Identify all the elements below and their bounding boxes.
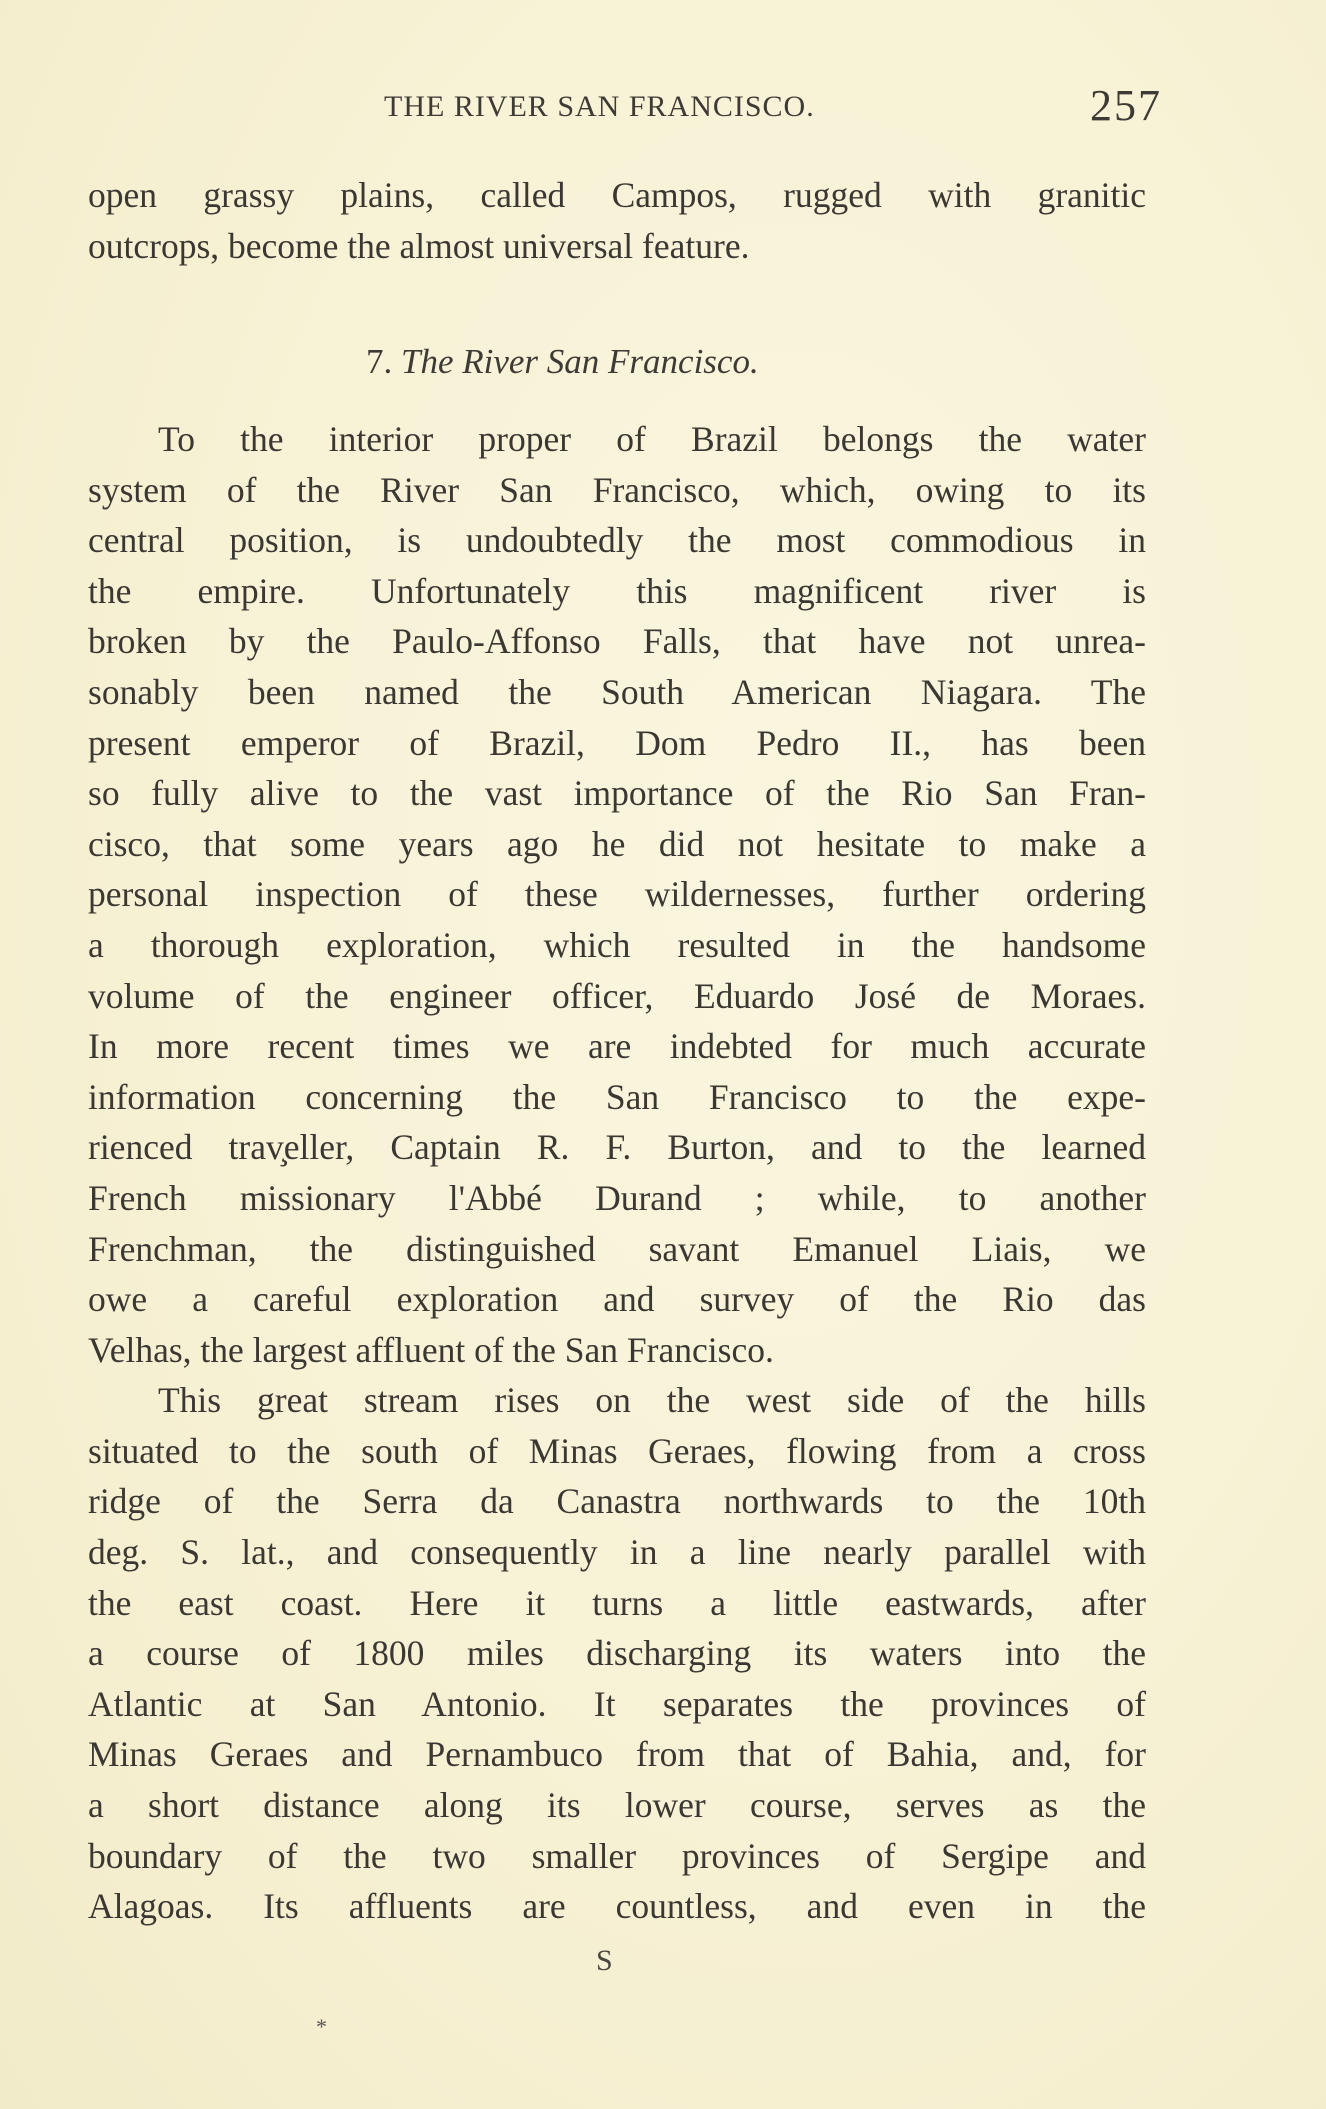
text-line: boundary of the two smaller provinces of Sergipe and [88, 1835, 1146, 1876]
text-line: broken by the Paulo-Affonso Falls, that have not unrea- [88, 621, 1146, 662]
text-line: so fully alive to the vast importance of the Rio San Fran- [88, 773, 1146, 814]
text-line: rienced trav̧eller, Captain R. F. Burton, and to the learned [88, 1127, 1146, 1168]
main-text [88, 414, 1146, 1932]
page-number: 257 [1090, 81, 1162, 130]
text-line: system of the River San Francisco, which, owing to its [88, 469, 1146, 510]
text-line: owe a careful exploration and survey of the Rio das [88, 1279, 1146, 1320]
text-line: French missionary l'Abbé Durand ; while, to another [88, 1177, 1146, 1218]
text-line: Frenchman, the distinguished savant Emanuel Liais, we [88, 1228, 1146, 1269]
section-number: 7. [366, 342, 393, 381]
ink-speck: * [316, 2014, 327, 2039]
section-title: The River San Francisco. [401, 342, 759, 381]
text-line: Atlantic at San Antonio. It separates the provinces of [88, 1683, 1146, 1724]
text-line: sonably been named the South American Niagara. The [88, 671, 1146, 712]
text-line: Alagoas. Its affluents are countless, and even in the [88, 1886, 1146, 1927]
text-line: situated to the south of Minas Geraes, flowing from a cross [88, 1430, 1146, 1471]
text-line: the empire. Unfortunately this magnificent river is [88, 570, 1146, 611]
running-head [88, 80, 1162, 140]
text-line: Velhas, the largest affluent of the San Francisco. [88, 1329, 774, 1370]
text-line: present emperor of Brazil, Dom Pedro II., has been [88, 722, 1146, 763]
text-line: central position, is undoubtedly the most commodious in [88, 520, 1146, 561]
text-line: ridge of the Serra da Canastra northwards to the 10th [88, 1481, 1146, 1522]
text-line: deg. S. lat., and consequently in a line nearly parallel with [88, 1532, 1146, 1573]
text-line: personal inspection of these wildernesses, further ordering [88, 874, 1146, 915]
text-line: cisco, that some years ago he did not hesitate to make a [88, 823, 1146, 864]
text-line: the east coast. Here it turns a little eastwards, after [88, 1582, 1146, 1623]
text-line: This great stream rises on the west side of the hills [158, 1380, 1146, 1421]
text-line: Minas Geraes and Pernambuco from that of Bahia, and, for [88, 1734, 1146, 1775]
text-line: a course of 1800 miles discharging its waters into the [88, 1633, 1146, 1674]
section-heading [366, 342, 759, 382]
text-line: a thorough exploration, which resulted in the handsome [88, 924, 1146, 965]
text-line: volume of the engineer officer, Eduardo José de Moraes. [88, 975, 1146, 1016]
signature-mark: S [596, 1944, 613, 1977]
text-line: In more recent times we are indebted for much accurate [88, 1026, 1146, 1067]
intro-text [88, 170, 1146, 271]
text-line: open grassy plains, called Campos, rugged with granitic [88, 175, 1146, 215]
text-line: outcrops, become the almost universal feature. [88, 225, 750, 266]
text-line: information concerning the San Francisco to the expe- [88, 1076, 1146, 1117]
text-line: a short distance along its lower course, serves as the [88, 1785, 1146, 1826]
text-line: To the interior proper of Brazil belongs the water [158, 419, 1146, 459]
running-title: THE RIVER SAN FRANCISCO. [384, 90, 815, 123]
